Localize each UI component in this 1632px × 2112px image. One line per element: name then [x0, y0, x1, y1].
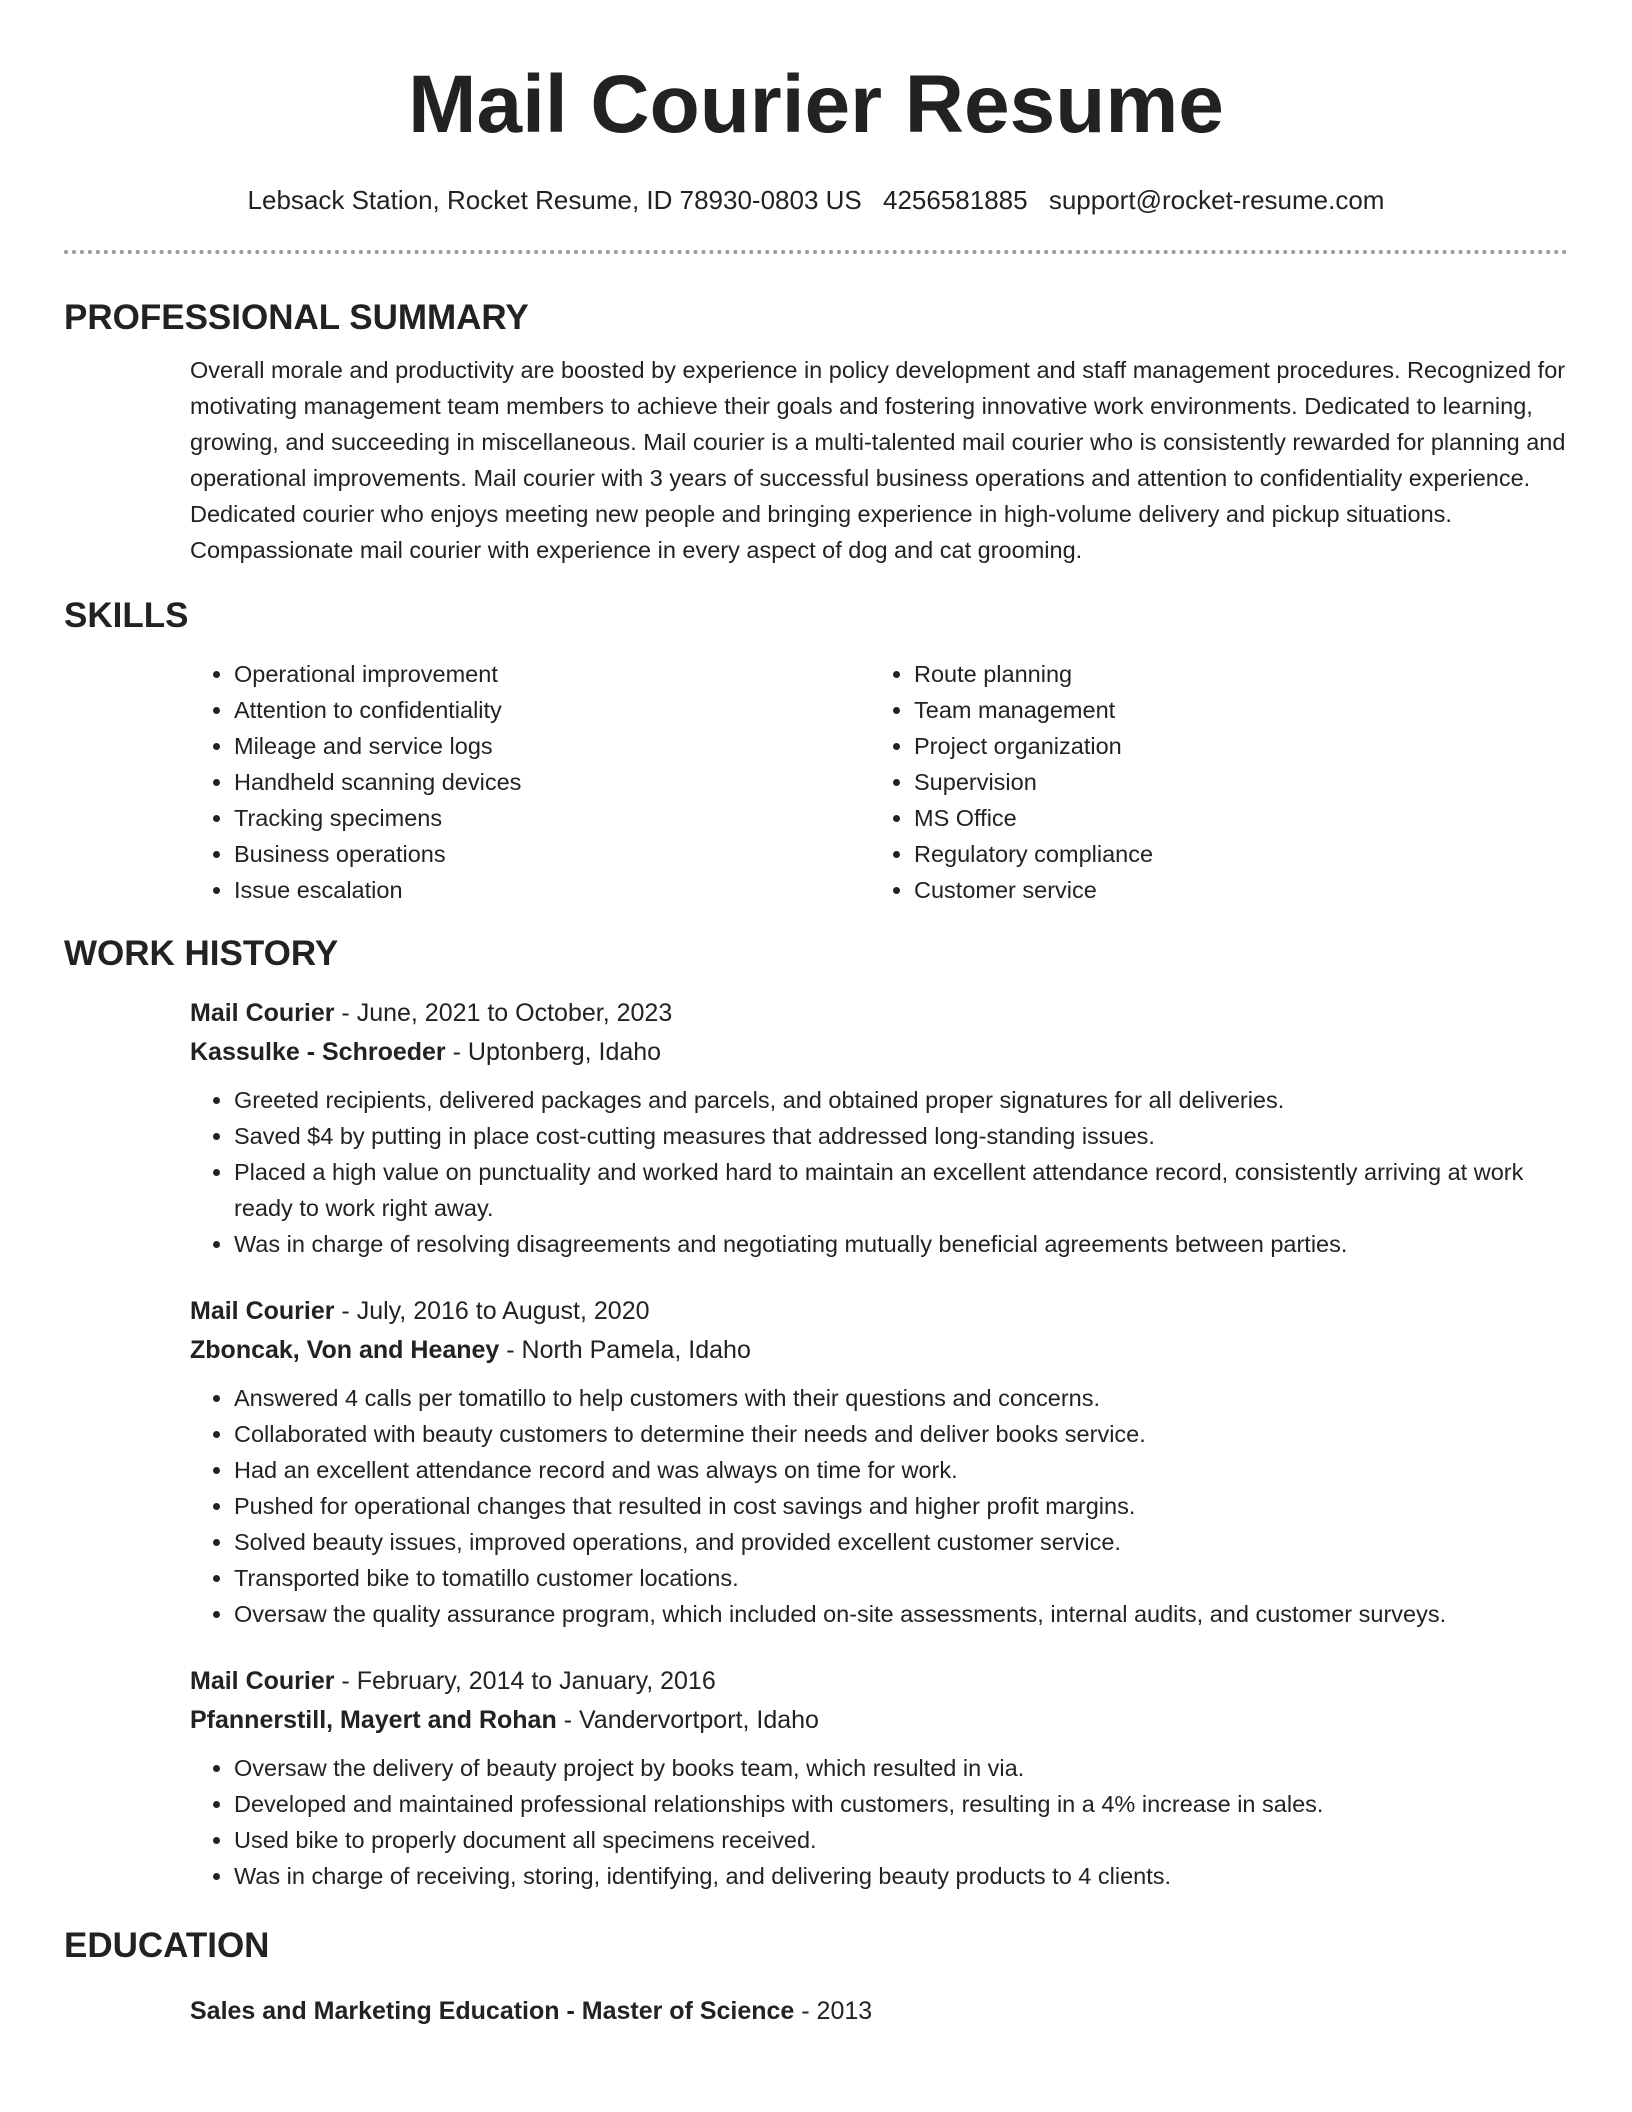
skill-item: • Regulatory compliance	[914, 836, 1550, 872]
summary-text: Overall morale and productivity are boosted by experience in policy development and staff management procedures. Recognized for motivating management team members to achieve their goals and fostering innovative work environments. Dedicated to learning, growing, and succeeding in miscellaneous. Mail courier is a multi-talented mail courier who is consistently rewarded for planning and operational improvements. Mail courier with 3 years of successful business operations and attention to confidentiality experience. Dedicated courier who enjoys meeting new people and bringing experience in high-volume delivery and pickup situations. Compassionate mail courier with experience in every aspect of dog and cat grooming.	[190, 357, 1566, 563]
skills-column-right	[870, 656, 1550, 908]
job-dates: - February, 2014 to January, 2016	[334, 1667, 716, 1695]
job-entry	[190, 994, 1568, 1262]
skill-item: • Operational improvement	[234, 656, 870, 692]
job-title-line	[190, 1662, 1568, 1701]
skill-item: • Supervision	[914, 764, 1550, 800]
contact-phone: 4256581885	[883, 185, 1028, 215]
skill-item: • Customer service	[914, 872, 1550, 908]
job-bullet: • Oversaw the quality assurance program, which included on-site assessments, internal audits, and customer surveys.	[234, 1596, 1568, 1632]
education-year: - 2013	[794, 1997, 873, 2025]
job-bullet: • Oversaw the delivery of beauty project by books team, which resulted in via.	[234, 1750, 1568, 1786]
contact-address: Lebsack Station, Rocket Resume, ID 78930-0803 US	[247, 185, 862, 215]
job-entry	[190, 1292, 1568, 1632]
section-title-education: EDUCATION	[64, 1926, 270, 1965]
skill-item: • Tracking specimens	[234, 800, 870, 836]
skill-item: • Team management	[914, 692, 1550, 728]
job-bullet: • Saved $4 by putting in place cost-cutting measures that addressed long-standing issues.	[234, 1118, 1568, 1154]
job-bullet: • Solved beauty issues, improved operations, and provided excellent customer service.	[234, 1524, 1568, 1560]
job-bullet: • Collaborated with beauty customers to determine their needs and deliver books service.	[234, 1416, 1568, 1452]
job-bullet: • Developed and maintained professional relationships with customers, resulting in a 4% increase in sales.	[234, 1786, 1568, 1822]
job-title-line	[190, 994, 1568, 1033]
job-company-line	[190, 1701, 1568, 1740]
job-company: Pfannerstill, Mayert and Rohan	[190, 1706, 557, 1734]
job-title: Mail Courier	[190, 1667, 335, 1695]
resume-page	[64, 0, 1568, 2031]
job-bullet: • Had an excellent attendance record and was always on time for work.	[234, 1452, 1568, 1488]
skill-item: • Project organization	[914, 728, 1550, 764]
job-title-line	[190, 1292, 1568, 1331]
job-bullet: • Was in charge of receiving, storing, identifying, and delivering beauty products to 4 clients.	[234, 1858, 1568, 1894]
job-dates: - July, 2016 to August, 2020	[334, 1297, 650, 1325]
job-entry	[190, 1662, 1568, 1894]
skill-item: • Issue escalation	[234, 872, 870, 908]
job-bullet: • Answered 4 calls per tomatillo to help customers with their questions and concerns.	[234, 1380, 1568, 1416]
skill-item: • Handheld scanning devices	[234, 764, 870, 800]
job-bullet: • Was in charge of resolving disagreements and negotiating mutually beneficial agreements between parties.	[234, 1226, 1568, 1262]
contact-info	[64, 184, 1568, 216]
job-bullets	[190, 1082, 1568, 1262]
job-title: Mail Courier	[190, 1297, 335, 1325]
skills-column-left	[190, 656, 870, 908]
job-company: Zboncak, Von and Heaney	[190, 1336, 500, 1364]
job-bullet: • Used bike to properly document all specimens received.	[234, 1822, 1568, 1858]
job-title: Mail Courier	[190, 999, 335, 1027]
header-divider	[64, 250, 1568, 254]
job-location: - Vandervortport, Idaho	[556, 1706, 819, 1734]
job-bullet: • Placed a high value on punctuality and worked hard to maintain an excellent attendance record, consistently arriving at work ready to work right away.	[234, 1154, 1568, 1226]
section-title-summary: PROFESSIONAL SUMMARY	[64, 298, 529, 337]
section-title-work-history: WORK HISTORY	[64, 934, 339, 973]
education-degree: Sales and Marketing Education - Master of Science	[190, 1997, 795, 2025]
education-entry	[190, 1992, 1568, 2031]
job-bullet: • Pushed for operational changes that resulted in cost savings and higher profit margins.	[234, 1488, 1568, 1524]
skill-item: • Mileage and service logs	[234, 728, 870, 764]
skill-item: • Business operations	[234, 836, 870, 872]
job-company: Kassulke - Schroeder	[190, 1038, 446, 1066]
job-company-line	[190, 1331, 1568, 1370]
job-dates: - June, 2021 to October, 2023	[334, 999, 673, 1027]
resume-title: Mail Courier Resume	[408, 59, 1224, 150]
job-bullets	[190, 1750, 1568, 1894]
skills-list	[190, 656, 1568, 908]
job-bullet: • Transported bike to tomatillo customer locations.	[234, 1560, 1568, 1596]
contact-email: support@rocket-resume.com	[1048, 185, 1385, 215]
skill-item: • MS Office	[914, 800, 1550, 836]
section-title-skills: SKILLS	[64, 596, 189, 635]
skill-item: • Route planning	[914, 656, 1550, 692]
job-company-line	[190, 1033, 1568, 1072]
job-location: - Uptonberg, Idaho	[445, 1038, 662, 1066]
job-location: - North Pamela, Idaho	[499, 1336, 751, 1364]
job-bullets	[190, 1380, 1568, 1632]
job-bullet: • Greeted recipients, delivered packages and parcels, and obtained proper signatures for all deliveries.	[234, 1082, 1568, 1118]
skill-item: • Attention to confidentiality	[234, 692, 870, 728]
